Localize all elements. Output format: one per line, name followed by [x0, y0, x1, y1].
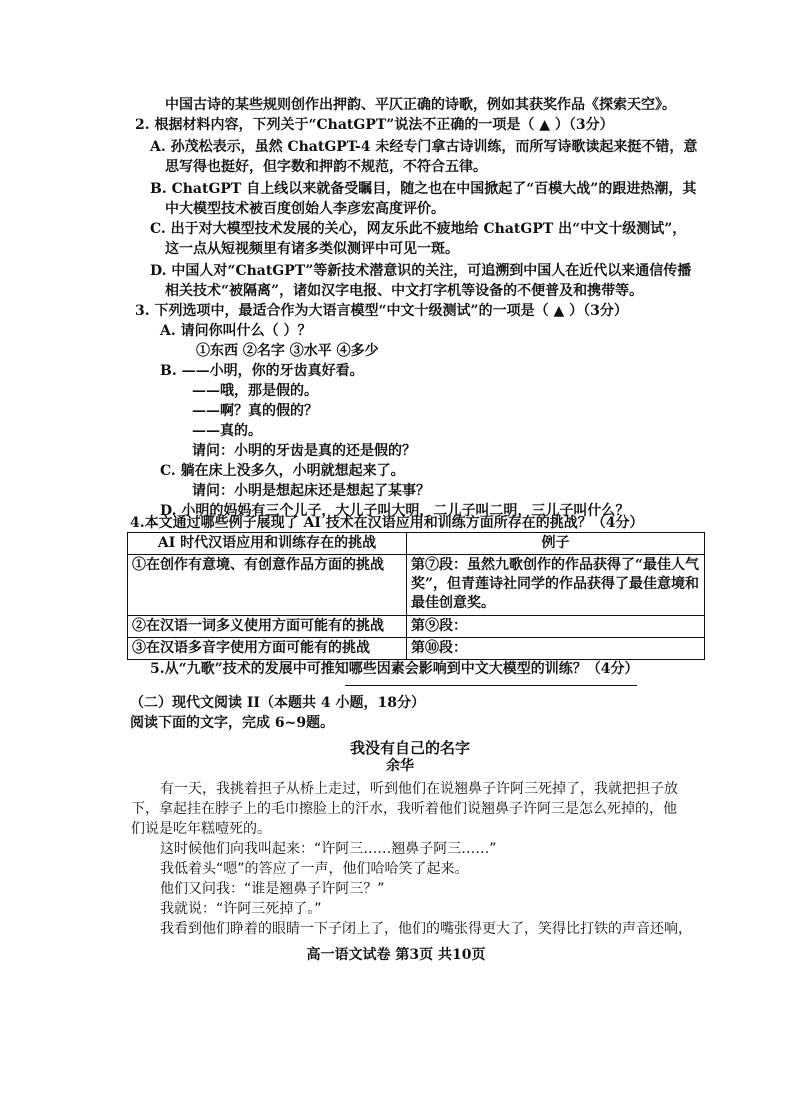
- q4-stem: 4.本文通过哪些例子展现了 AI 技术在汉语应用和训练方面所存在的挑战？（4分）: [130, 515, 644, 531]
- table-header-row: [128, 533, 705, 555]
- table-cell-example-blank[interactable]: 第⑩段：: [407, 638, 705, 660]
- section2-heading: （二）现代文阅读 II（本题共 4 小题，18分）: [130, 695, 425, 711]
- story-author: 余华: [386, 758, 414, 774]
- story-paragraph-1-line2: 下，拿起挂在脖子上的毛巾擦脸上的汗水，我听着他们说翘鼻子许阿三是怎么死掉的，他: [131, 801, 677, 817]
- story-paragraph-2: 这时候他们向我叫起来：“许阿三……翘鼻子阿三……”: [160, 841, 497, 857]
- story-paragraph-4: 他们又问我：“谁是翘鼻子许阿三？”: [160, 881, 385, 897]
- q3-option-d: D. 小明的妈妈有三个儿子，大儿子叫大明，二儿子叫二明，三儿子叫什么？: [160, 503, 630, 519]
- story-paragraph-1-line1: 有一天，我挑着担子从桥上走过，听到他们在说翘鼻子许阿三死掉了，我就把担子放: [160, 781, 678, 797]
- table-cell-challenge: ②在汉语一词多义使用方面可能有的挑战: [128, 616, 407, 638]
- intro-line: 中国古诗的某些规则创作出押韵、平仄正确的诗歌，例如其获奖作品《探索天空》。: [165, 97, 676, 113]
- table-header-challenge: AI 时代汉语应用和训练存在的挑战: [128, 533, 407, 555]
- story-paragraph-5: 我就说：“许阿三死掉了。”: [160, 901, 322, 917]
- q3-option-a-choices: ①东西 ②名字 ③水平 ④多少: [196, 343, 379, 359]
- q2-stem: 2. 根据材料内容，下列关于“ChatGPT”说法不正确的一项是（ ▲ ）（3分）: [135, 117, 614, 133]
- page-footer: 高一语文试卷 第3页 共10页: [306, 947, 486, 963]
- q2-option-b-line2: 中大模型技术被百度创始人李彦宏高度评价。: [165, 201, 445, 217]
- q2-option-d-line1: D. 中国人对“ChatGPT”等新技术潜意识的关注，可追溯到中国人在近代以来通信传播: [150, 263, 692, 279]
- q3-option-b-line2: ——哦，那是假的。: [192, 383, 318, 399]
- q2-option-a-line2: 思写得也挺好，但字数和押韵不规范，不符合五律。: [165, 159, 487, 175]
- section2-instruction: 阅读下面的文字，完成 6~9题。: [130, 715, 335, 731]
- q2-option-d-line2: 相关技术“被隔离”，诸如汉字电报、中文打字机等设备的不便普及和携带等。: [165, 283, 644, 299]
- q2-option-c-line1: C. 出于对大模型技术发展的关心，网友乐此不疲地给 ChatGPT 出“中文十级测试”，: [150, 221, 687, 237]
- table-row: [128, 638, 705, 660]
- q3-option-b-line5: 请问：小明的牙齿是真的还是假的？: [192, 443, 416, 459]
- table-row: [128, 555, 705, 616]
- q3-option-a-line1: A. 请问你叫什么（ ）？: [160, 323, 312, 339]
- story-paragraph-6: 我看到他们睁着的眼睛一下子闭上了，他们的嘴张得更大了，笑得比打铁的声音还响，: [160, 921, 692, 937]
- q3-option-b-line1: B. ——小明，你的牙齿真好看。: [160, 363, 364, 379]
- table-cell-example: 第⑦段：虽然九歌创作的作品获得了“最佳人气奖”，但青莲诗社同学的作品获得了最佳意境和最佳创意奖。: [407, 555, 705, 616]
- q5-stem: 5.从“九歌”技术的发展中可推知哪些因素会影响到中文大模型的训练？（4分）: [150, 661, 639, 677]
- q3-stem: 3. 下列选项中，最适合作为大语言模型“中文十级测试”的一项是（ ▲ ）（3分）: [135, 303, 628, 319]
- q4-table: [127, 532, 705, 660]
- q2-option-a-line1: A. 孙茂松表示，虽然 ChatGPT-4 未经专门拿古诗训练，而所写诗歌读起来挺不错，意: [150, 139, 698, 155]
- q2-option-b-line1: B. ChatGPT 自上线以来就备受瞩目，随之也在中国掀起了“百模大战”的跟进热潮，其: [150, 181, 697, 197]
- story-paragraph-3: 我低着头“嗯”的答应了一声，他们哈哈笑了起来。: [160, 861, 469, 877]
- q5-answer-line[interactable]: [345, 685, 637, 686]
- q3-option-c-line2: 请问：小明是想起床还是想起了某事？: [192, 483, 430, 499]
- q3-option-b-line3: ——啊？真的假的？: [192, 403, 318, 419]
- story-title: 我没有自己的名字: [350, 739, 471, 757]
- table-cell-challenge: ③在汉语多音字使用方面可能有的挑战: [128, 638, 407, 660]
- story-paragraph-1-line3: 们说是吃年糕噎死的。: [131, 821, 271, 837]
- table-cell-challenge: ①在创作有意境、有创意作品方面的挑战: [128, 555, 407, 616]
- table-cell-example-blank[interactable]: 第⑨段：: [407, 616, 705, 638]
- table-row: [128, 616, 705, 638]
- q3-option-c-line1: C. 躺在床上没多久，小明就想起来了。: [160, 463, 405, 479]
- table-header-example: 例子: [407, 533, 705, 555]
- q3-option-b-line4: ——真的。: [192, 423, 262, 439]
- q2-option-c-line2: 这一点从短视频里有诸多类似测评中可见一斑。: [165, 241, 459, 257]
